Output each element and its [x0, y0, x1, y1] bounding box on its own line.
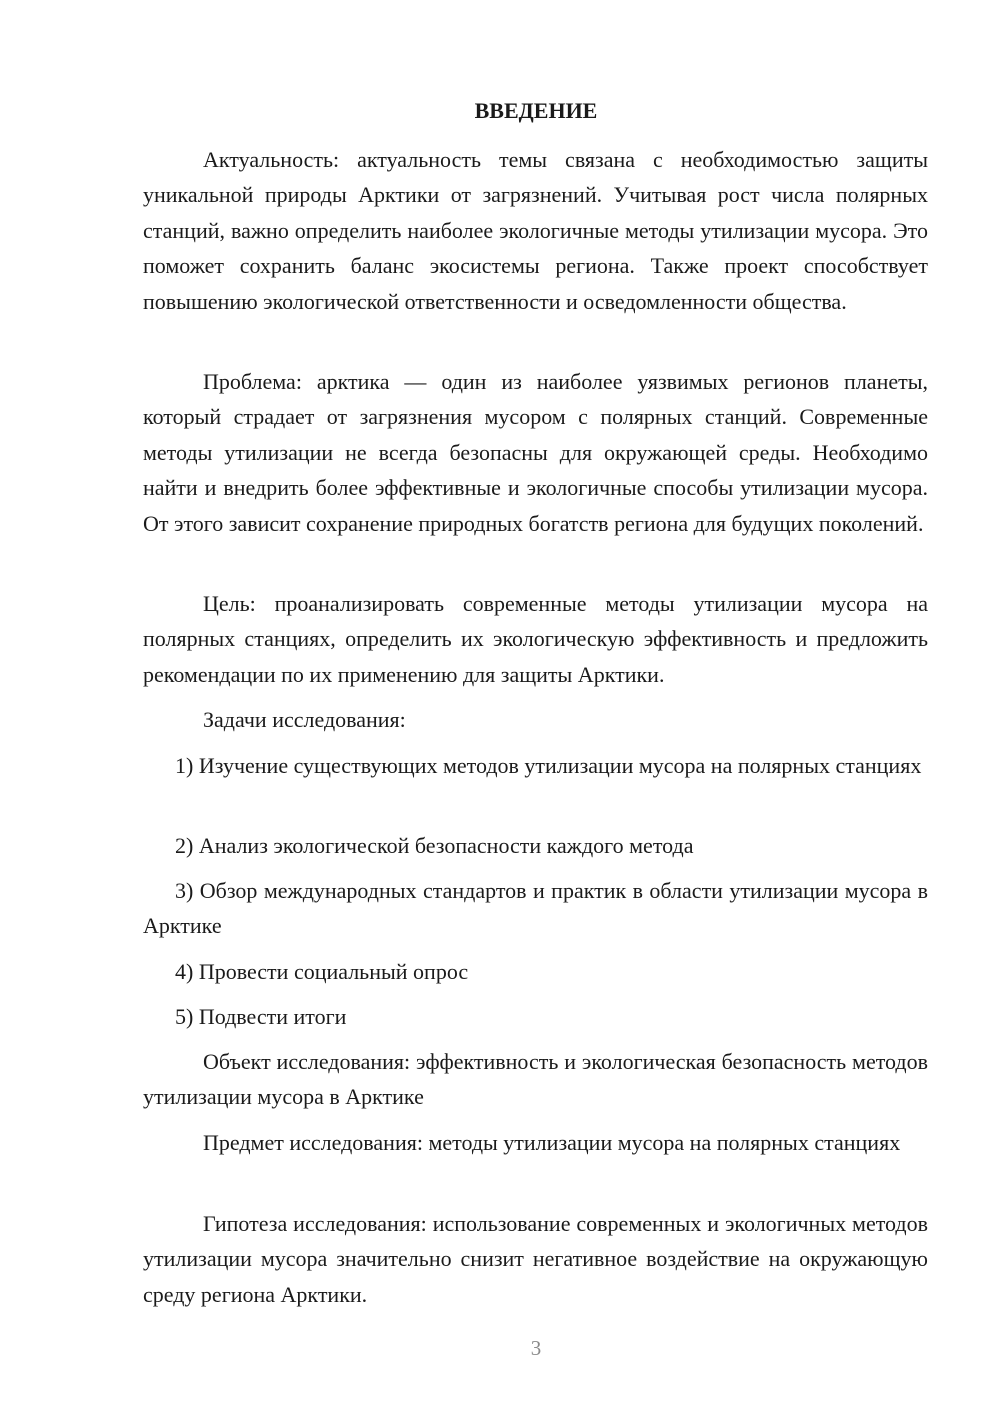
paragraph-object: Объект исследования: эффективность и экологическая безопасность методов утилизации мусора в Арктике: [143, 1049, 928, 1110]
paragraph-goal: Цель: проанализировать современные методы утилизации мусора на полярных станциях, определить их экологическую эффективность и предложить рекомендации по их применению для защиты Арктики.: [143, 591, 928, 687]
task-item-1: 1) Изучение существующих методов утилизации мусора на полярных станциях: [175, 753, 922, 778]
paragraph-problem: Проблема: арктика — один из наиболее уязвимых регионов планеты, который страдает от загрязнения мусором с полярных станций. Современные методы утилизации не всегда безопасны для окружающей среды. Необходимо найти и внедрить более эффективные и экологичные способы утилизации мусора. От этого зависит сохранение природных богатств региона для будущих поколений.: [143, 369, 928, 536]
page-title: ВВЕДЕНИЕ: [474, 98, 598, 123]
task-item-2: 2) Анализ экологической безопасности каждого метода: [175, 833, 694, 858]
paragraph-hypothesis: Гипотеза исследования: использование современных и экологичных методов утилизации мусора значительно снизит негативное воздействие на окружающую среду региона Арктики.: [143, 1211, 928, 1307]
paragraph-relevance: Актуальность: актуальность темы связана с необходимостью защиты уникальной природы Арктики от загрязнений. Учитывая рост числа полярных станций, важно определить наиболее экологичные методы утилизации мусора. Это поможет сохранить баланс экосистемы региона. Также проект способствует повышению экологической ответственности и осведомленности общества.: [143, 147, 928, 314]
task-item-3: 3) Обзор международных стандартов и практик в области утилизации мусора в Арктике: [143, 878, 928, 939]
tasks-heading: Задачи исследования:: [203, 707, 406, 732]
task-item-5: 5) Подвести итоги: [175, 1004, 347, 1029]
paragraph-subject: Предмет исследования: методы утилизации мусора на полярных станциях: [203, 1130, 901, 1155]
page-number: 3: [530, 1336, 542, 1360]
task-item-4: 4) Провести социальный опрос: [175, 959, 469, 984]
